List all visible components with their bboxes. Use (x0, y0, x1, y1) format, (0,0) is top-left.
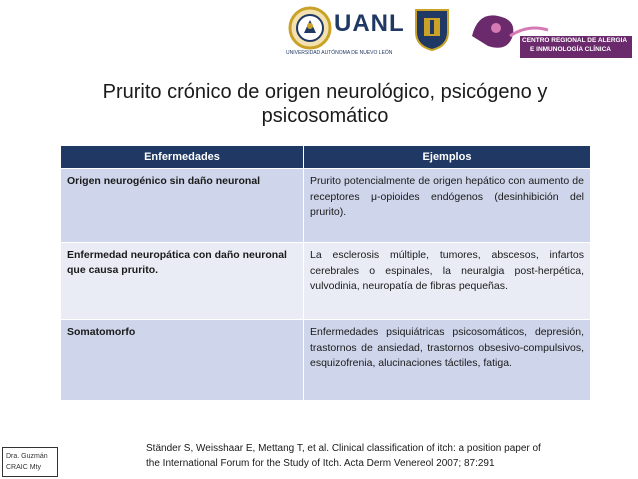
author-affiliation: CRAIC Mty (6, 464, 41, 471)
examples-cell: La esclerosis múltiple, tumores, abscesos, infartos cerebrales o espinales, la neuralgia post-herpética, vulvodinia, neuropatía de fibras pequeñas. (304, 243, 591, 320)
slide-title-line1: Prurito crónico de origen neurológico, psicógeno y (102, 81, 548, 103)
column-header-ejemplos: Ejemplos (304, 146, 591, 169)
uanl-logo-text: UANL (334, 10, 405, 37)
crair-name-line2: E INMUNOLOGÍA CLÍNICA (530, 46, 612, 53)
uanl-crest-icon (288, 6, 332, 55)
faculty-shield-icon (414, 8, 450, 57)
header-bar (0, 0, 638, 64)
disease-cell: Origen neurogénico sin daño neuronal (61, 169, 304, 243)
crair-logo-icon (468, 6, 632, 65)
citation-line2: the International Forum for the Study of Itch. Acta Derm Venereol 2007; 87:291 (146, 458, 495, 469)
classification-table (60, 145, 591, 401)
slide-title-line2: psicosomático (261, 105, 389, 127)
citation (146, 441, 616, 471)
examples-cell: Prurito potencialmente de origen hepático con aumento de receptores μ-opioides endógenos (desinhibición del prurito). (304, 169, 591, 243)
crair-name-line1: CENTRO REGIONAL DE ALERGIA (522, 37, 628, 44)
citation-line1: Ständer S, Weisshaar E, Mettang T, et al. Clinical classification of itch: a position paper of (146, 443, 541, 454)
disease-cell: Enfermedad neuropática con daño neuronal que causa prurito. (61, 243, 304, 320)
uanl-subtitle: UNIVERSIDAD AUTÓNOMA DE NUEVO LEÓN (286, 50, 393, 56)
table-row (61, 169, 591, 243)
slide-title (60, 80, 590, 128)
author-name: Dra. Guzmán (6, 453, 48, 460)
author-box (2, 447, 58, 477)
table-header-row (61, 146, 591, 169)
examples-cell: Enfermedades psiquiátricas psicosomáticos, depresión, trastornos de ansiedad, trastornos obsesivo-compulsivos, esquizofrenia, alucinaciones táctiles, fatiga. (304, 320, 591, 401)
table-row (61, 320, 591, 401)
column-header-enfermedades: Enfermedades (61, 146, 304, 169)
disease-cell: Somatomorfo (61, 320, 304, 401)
table-row (61, 243, 591, 320)
